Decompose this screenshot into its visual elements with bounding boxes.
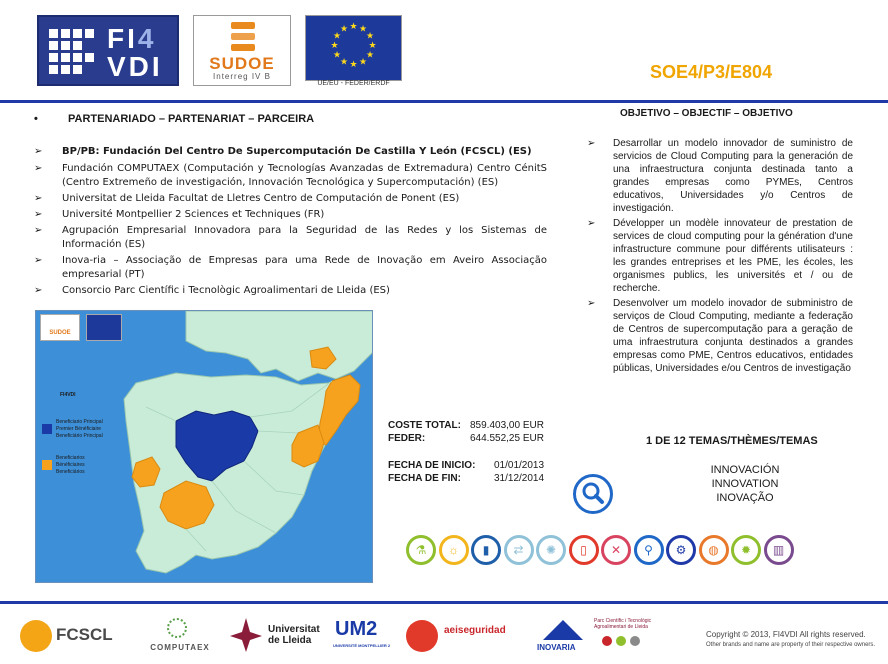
svg-text:★: ★ (339, 57, 349, 68)
flask-icon: ⚗ (406, 535, 436, 565)
list-item: ➢ Desenvolver um modelo inovador de subministro de serviços de Cloud Computing, mediante a federação de Centros de supercomputação para a geração de uma infraestrutura conjunta destinados a grandes empresas como PME, Centros educativos, entidades públicas, Universidades e/ou Centros de investigação (587, 298, 853, 374)
arrow-bullet-icon: ➢ (34, 225, 43, 236)
themes-count: 1 DE 12 TEMAS/THÈMES/TEMAS (646, 435, 818, 447)
list-item: ➢ Desarrollar un modelo innovador de suministro de servicios de Cloud Computing para la generación de una infraestructura conjunta destinada tanto a grandes empresas como PYMEs, Centros educativos, Universidades y/o Centros de investigación. (587, 138, 853, 214)
list-item: ➢ Agrupación Empresarial Innovadora para la Seguridad de las Redes y los Sistemas de Información (ES) (34, 225, 547, 250)
theme-name-fr: INNOVATION (711, 478, 779, 490)
legend-principal: Beneficiario Principal Premier Bénéficiaire Beneficiário Principal (56, 419, 103, 439)
svg-text:★: ★ (358, 57, 368, 68)
inovaria-logo: INOVARIA (537, 616, 592, 656)
arrow-bullet-icon: ➢ (34, 163, 43, 174)
map-region-iberia (124, 373, 358, 573)
gear-icon: ⚙ (666, 535, 696, 565)
svg-text:★: ★ (339, 24, 349, 35)
aei-mark-icon (406, 620, 438, 652)
footer-divider (0, 601, 888, 604)
theme-name-es: INNOVACIÓN (710, 464, 780, 476)
shuffle-icon: ⇄ (504, 535, 534, 565)
list-item: ➢ Universitat de Lleida Facultat de Lletres Centro de Computación de Ponent (ES) (34, 193, 460, 204)
objective-heading: OBJETIVO – OBJECTIF – OBJETIVO (620, 108, 793, 119)
map-legend-title: FI4VDI (60, 392, 76, 398)
list-item: ➢ Développer un modèle innovateur de prestation de services de cloud computing pour la génération d'une infrastructure commune pour différents utilisateurs : les grandes entreprises et les PME, les écoles, les organismes publics, les universités et / ou de recherche. (587, 218, 853, 294)
fi4vdi-logo-line1: FI4 (107, 23, 157, 54)
theme-name-pt: INOVAÇÃO (716, 492, 774, 504)
universitat-lleida-logo: Universitat de Lleida (228, 616, 328, 656)
arrow-bullet-icon: ➢ (34, 255, 43, 266)
computaex-logo: COMPUTAEX (135, 616, 225, 656)
legend-beneficiaries: Beneficiarios Bénéficiaires Beneficiários (56, 455, 85, 475)
um2-logo: UM2 UNIVERSITÉ MONTPELLIER 2 (333, 618, 391, 648)
fcscl-mark-icon (20, 620, 52, 652)
magnifier-icon: ⚲ (634, 535, 664, 565)
eu-flag-logo (305, 15, 402, 81)
map-eu-flag-logo (86, 314, 122, 341)
eu-stars-icon (306, 16, 401, 80)
fcscl-logo: FCSCL (20, 616, 125, 656)
svg-text:★: ★ (332, 50, 342, 61)
map-sudoe-logo: SUDOE (40, 314, 80, 341)
map-region-france (186, 311, 373, 381)
arrow-bullet-icon: ➢ (34, 146, 43, 157)
svg-text:★: ★ (365, 50, 375, 61)
legend-swatch-beneficiaries (42, 460, 52, 470)
aei-seguridad-logo: aeiseguridad (406, 616, 534, 656)
fi4vdi-logo-line2: VDI (107, 51, 163, 82)
map-logos (40, 314, 130, 341)
bullet-icon: • (34, 113, 38, 125)
lleida-crest-icon (228, 616, 264, 654)
books-icon: ▥ (764, 535, 794, 565)
lamp-icon: ✺ (536, 535, 566, 565)
arrow-bullet-icon: ➢ (587, 298, 596, 309)
svg-text:★: ★ (358, 24, 368, 35)
map-graphic (36, 311, 373, 583)
partner-list (34, 145, 547, 300)
header-divider (0, 100, 888, 103)
arrow-bullet-icon: ➢ (34, 285, 43, 296)
list-item: ➢ Inova-ria – Associação de Empresas para uma Rede de Inovação em Aveiro Associação empresarial (PT) (34, 255, 547, 280)
arrow-bullet-icon: ➢ (587, 218, 596, 229)
copyright-notice: Copyright © 2013, FI4VDI All rights reserved. Other brands and name are property of their respective owners. (706, 630, 876, 648)
end-date-row: FECHA DE FIN: 31/12/2014 (388, 473, 545, 484)
feder-cost-row: FEDER: 644.552,25 EUR (388, 433, 544, 444)
inovaria-mark-icon (543, 620, 583, 640)
objective-list (587, 137, 853, 377)
fi4vdi-logo (37, 15, 179, 86)
idea-icon: ✹ (731, 535, 761, 565)
sudoe-logo: SUDOE Interreg IV B (193, 15, 291, 86)
svg-text:★: ★ (349, 22, 358, 32)
arrow-bullet-icon: ➢ (34, 193, 43, 204)
arrow-bullet-icon: ➢ (587, 138, 596, 149)
innovation-theme-icon (573, 474, 613, 514)
battery-icon: ▯ (569, 535, 599, 565)
svg-text:★: ★ (365, 31, 375, 42)
cross-arrows-icon: ✕ (601, 535, 631, 565)
sun-icon: ☼ (439, 535, 469, 565)
parc-lleida-logo: Parc Científic i Tecnològic Agroalimentari de Lleida (594, 616, 674, 656)
list-item: ➢ BP/PB: Fundación Del Centro De Supercomputación De Castilla Y León (FCSCL) (ES) (34, 146, 532, 157)
parc-mark-icon (602, 636, 612, 646)
total-cost-row: COSTE TOTAL: 859.403,00 EUR (388, 420, 544, 431)
globe-icon: ◍ (699, 535, 729, 565)
start-date-row: FECHA DE INICIO: 01/01/2013 (388, 460, 545, 471)
sudoe-s-mark (231, 22, 255, 52)
computaex-mark-icon (167, 618, 187, 638)
svg-text:★: ★ (368, 41, 377, 51)
list-item: ➢ Consorcio Parc Científic i Tecnològic Agroalimentari de Lleida (ES) (34, 285, 390, 296)
fi4vdi-squares-mark (49, 29, 99, 77)
project-code: SOE4/P3/E804 (650, 62, 773, 82)
svg-text:★: ★ (349, 60, 358, 70)
list-item: ➢ Université Montpellier 2 Sciences et Techniques (FR) (34, 209, 325, 220)
magnifier-icon (576, 477, 610, 511)
eu-logo-caption: UE/EU - FEDER/ERDF (317, 80, 390, 87)
sudoe-regions-map (35, 310, 373, 583)
svg-text:★: ★ (332, 31, 342, 42)
list-item: ➢ Fundación COMPUTAEX (Computación y Tecnologías Avanzadas de Extremadura) Centro CénitS (Centro Extremeño de investigación, Innovación Tecnológica y Supercomputación) (ES) (34, 163, 547, 188)
legend-swatch-principal (42, 424, 52, 434)
svg-text:★: ★ (330, 41, 339, 51)
arrow-bullet-icon: ➢ (34, 209, 43, 220)
bar-chart-icon: ▮ (471, 535, 501, 565)
